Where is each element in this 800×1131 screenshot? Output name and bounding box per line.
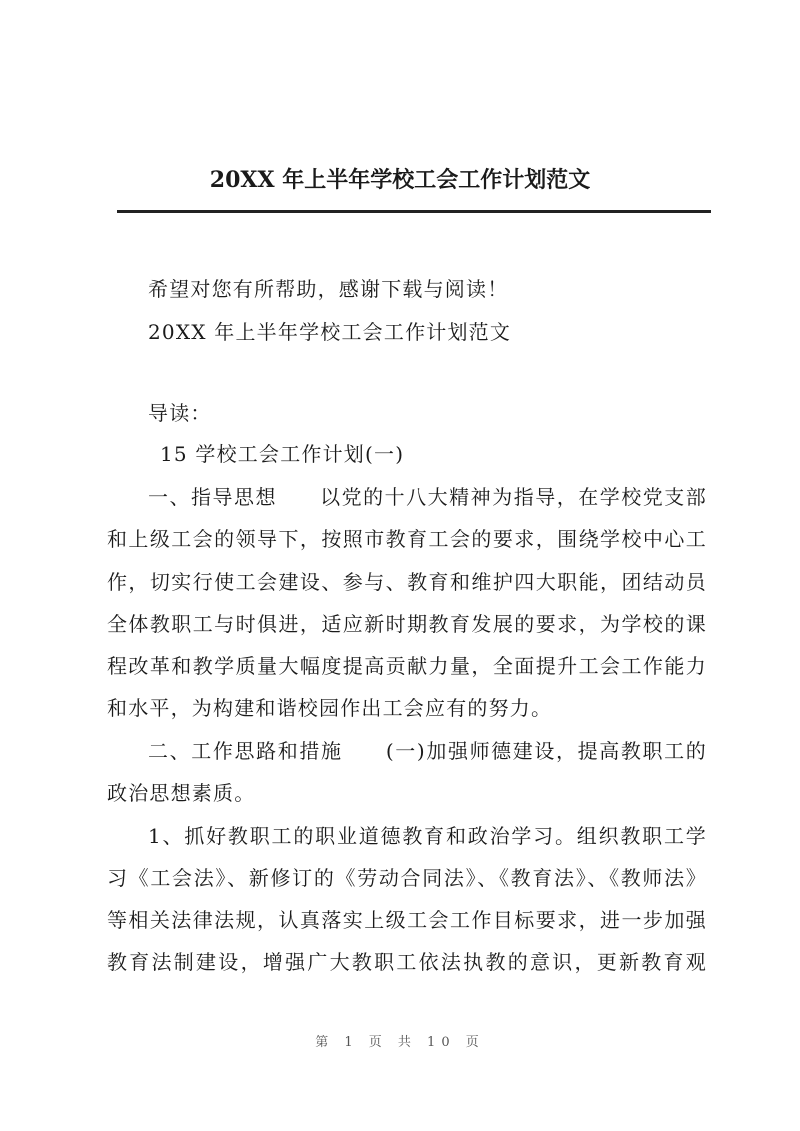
paragraph-line: 全体教职工与时俱进，适应新时期教育发展的要求，为学校的课 bbox=[107, 612, 707, 636]
title-divider bbox=[117, 210, 711, 213]
plan-heading: 15 学校工会工作计划(一) bbox=[160, 442, 405, 466]
guide-label: 导读： bbox=[148, 401, 212, 425]
document-title: 20XX 年上半年学校工会工作计划范文 bbox=[209, 167, 591, 193]
paragraph-line: 和水平，为构建和谐校园作出工会应有的努力。 bbox=[107, 696, 553, 720]
intro-line-1: 希望对您有所帮助，感谢下载与阅读！ bbox=[148, 277, 509, 301]
paragraph-line: 等相关法律法规，认真落实上级工会工作目标要求，进一步加强 bbox=[107, 908, 707, 932]
paragraph-line: 1、抓好教职工的职业道德教育和政治学习。组织教职工学 bbox=[148, 824, 707, 848]
paragraph-line: 习《工会法》、新修订的《劳动合同法》、《教育法》、《教师法》 bbox=[107, 866, 707, 890]
paragraph-line: 和上级工会的领导下，按照市教育工会的要求，围绕学校中心工 bbox=[107, 527, 707, 551]
paragraph-line: 政治思想素质。 bbox=[107, 781, 256, 805]
intro-line-2: 20XX 年上半年学校工会工作计划范文 bbox=[148, 320, 512, 344]
paragraph-line: 程改革和教学质量大幅度提高贡献力量，全面提升工会工作能力 bbox=[107, 654, 707, 678]
paragraph-line: 一、指导思想 以党的十八大精神为指导，在学校党支部 bbox=[148, 485, 707, 509]
paragraph-line: 二、工作思路和措施 (一)加强师德建设，提高教职工的 bbox=[148, 739, 707, 763]
paragraph-line: 作，切实行使工会建设、参与、教育和维护四大职能，团结动员 bbox=[107, 570, 707, 594]
paragraph-line: 教育法制建设，增强广大教职工依法执教的意识，更新教育观 bbox=[107, 950, 707, 974]
page-number-footer: 第 1 页 共 10 页 bbox=[315, 1035, 485, 1050]
